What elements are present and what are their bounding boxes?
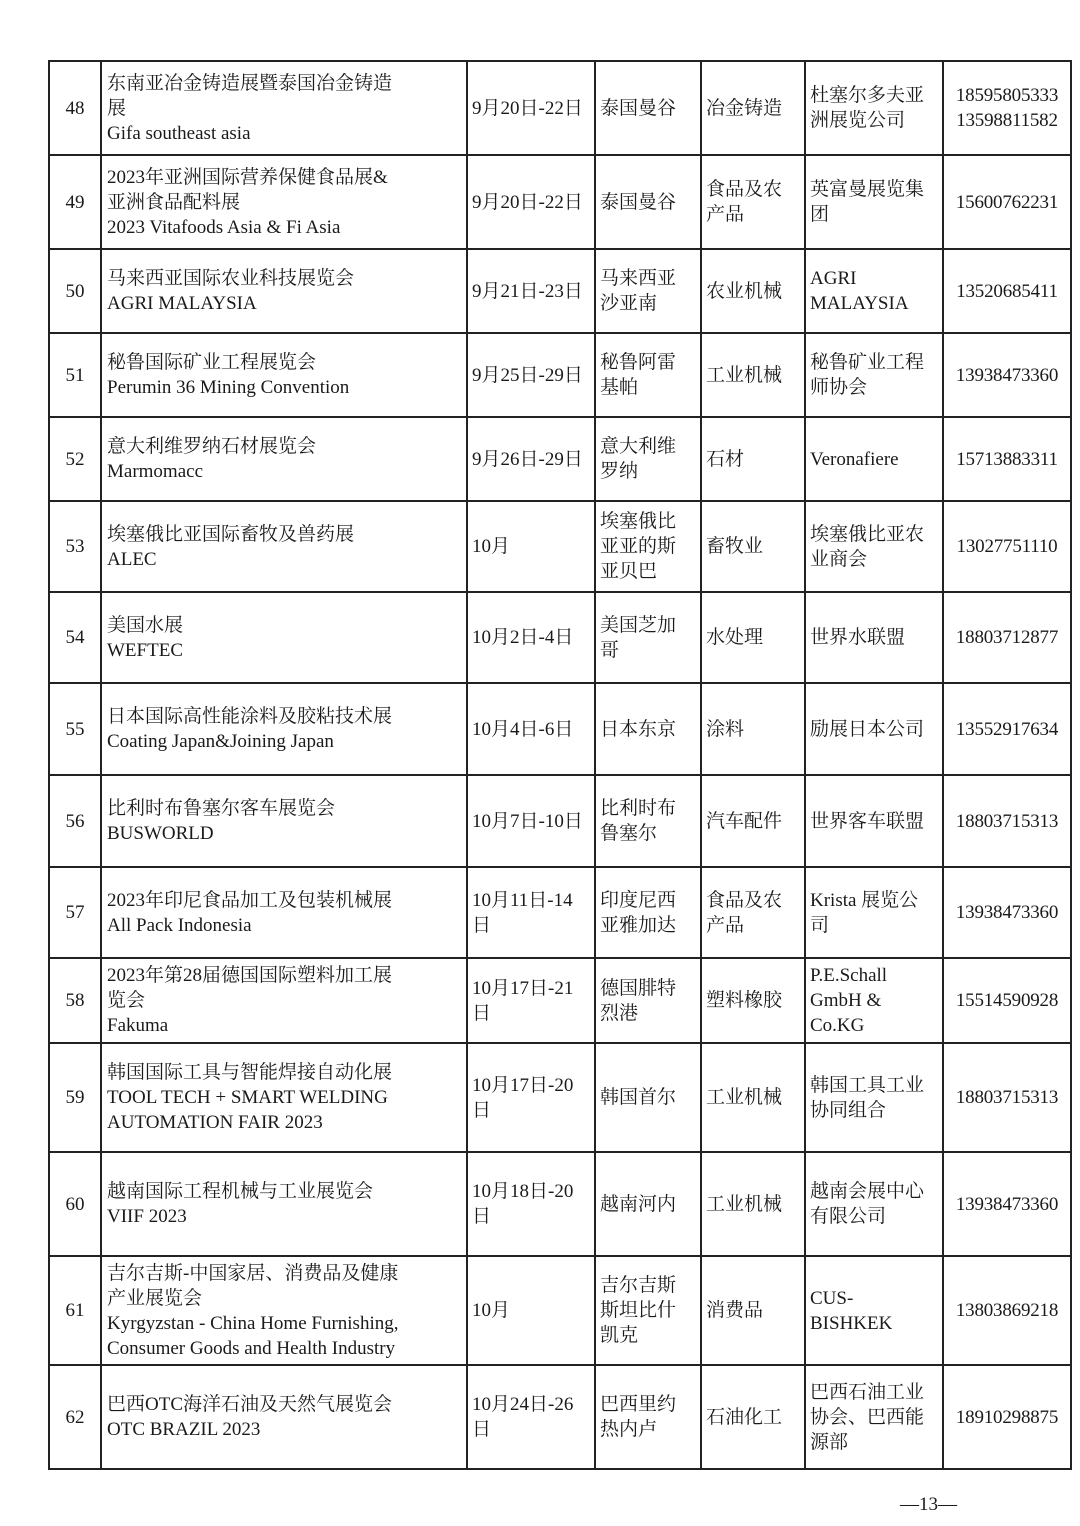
exhibition-location-line: 哥	[600, 639, 620, 661]
exhibition-industry-line: 塑料橡胶	[706, 990, 783, 1011]
contact-phone-cell	[943, 61, 1071, 155]
row-number-cell: 49	[49, 155, 101, 249]
exhibition-name-cell	[101, 1365, 467, 1469]
exhibition-name-line: Fakuma	[107, 1015, 169, 1036]
exhibition-organizer-line: 源部	[810, 1431, 849, 1453]
exhibition-industry-line: 农业机械	[706, 280, 783, 302]
exhibition-organizer-line: 业商会	[810, 548, 868, 570]
exhibition-location-cell	[595, 867, 701, 958]
exhibition-name-line: 越南国际工程机械与工业展览会	[107, 1181, 374, 1202]
exhibition-location-line: 比利时布	[600, 798, 677, 819]
contact-phone-line: 18803715313	[955, 810, 1059, 832]
exhibition-organizer-cell	[805, 1365, 943, 1469]
exhibition-location-line: 罗纳	[600, 461, 639, 482]
exhibition-name-line: 巴西OTC海洋石油及天然气展览会	[107, 1394, 393, 1415]
exhibition-location-line: 德国腓特	[600, 977, 677, 999]
exhibition-organizer-line: 团	[810, 204, 830, 225]
exhibition-organizer-cell	[805, 61, 943, 155]
exhibition-organizer-line: 杜塞尔多夫亚	[810, 85, 925, 106]
exhibition-organizer-line: 秘鲁矿业工程	[810, 352, 925, 373]
exhibition-name-cell	[101, 417, 467, 501]
exhibition-name-line: Coating Japan&Joining Japan	[107, 731, 334, 752]
exhibition-name-line: TOOL TECH + SMART WELDING	[107, 1087, 388, 1108]
row-number-cell: 50	[49, 249, 101, 333]
exhibition-location-line: 亚贝巴	[600, 561, 658, 582]
exhibition-industry-line: 消费品	[706, 1300, 764, 1321]
exhibition-organizer-line: Co.KG	[810, 1015, 865, 1036]
exhibition-industry-line: 工业机械	[706, 1087, 783, 1108]
exhibition-industry-cell	[701, 1152, 805, 1256]
exhibition-industry-line: 涂料	[706, 718, 745, 740]
table-row	[49, 249, 1071, 333]
exhibition-industry-line: 食品及农	[706, 179, 783, 200]
exhibition-industry-cell	[701, 867, 805, 958]
exhibition-date-line: 10月7日-10日	[472, 810, 583, 832]
row-number-cell: 57	[49, 867, 101, 958]
exhibition-name-line: Kyrgyzstan - China Home Furnishing,	[107, 1312, 399, 1334]
exhibition-organizer-cell	[805, 867, 943, 958]
exhibition-date-line: 日	[472, 1206, 492, 1227]
exhibition-organizer-line: 有限公司	[810, 1206, 887, 1227]
row-number-cell: 59	[49, 1043, 101, 1152]
exhibition-name-cell	[101, 867, 467, 958]
exhibition-industry-cell	[701, 1365, 805, 1469]
exhibition-date-line: 9月26日-29日	[472, 448, 583, 470]
exhibition-organizer-line: MALAYSIA	[810, 293, 909, 314]
exhibition-location-line: 泰国曼谷	[600, 191, 677, 213]
exhibition-name-cell	[101, 683, 467, 775]
exhibition-name-cell	[101, 592, 467, 683]
exhibition-name-cell	[101, 1256, 467, 1365]
exhibition-organizer-line: BISHKEK	[810, 1312, 893, 1334]
exhibition-date-line: 日	[472, 1419, 492, 1440]
exhibition-name-line: 展	[107, 97, 127, 119]
exhibition-date-cell	[467, 1152, 595, 1256]
exhibition-name-cell	[101, 61, 467, 155]
exhibition-name-cell	[101, 249, 467, 333]
exhibition-location-cell	[595, 1256, 701, 1365]
contact-phone-line: 18803712877	[955, 627, 1059, 648]
exhibition-organizer-line: CUS-	[810, 1287, 854, 1309]
exhibition-industry-line: 水处理	[706, 627, 764, 648]
exhibition-name-line: VIIF 2023	[107, 1206, 187, 1227]
exhibition-organizer-line: 巴西石油工业	[810, 1381, 925, 1403]
exhibition-organizer-cell	[805, 417, 943, 501]
exhibition-industry-cell	[701, 61, 805, 155]
exhibition-location-line: 马来西亚	[600, 268, 677, 289]
exhibition-name-line: 产业展览会	[107, 1287, 203, 1309]
contact-phone-line: 15713883311	[956, 448, 1058, 470]
contact-phone-line: 15514590928	[955, 990, 1059, 1011]
exhibition-location-line: 埃塞俄比	[600, 511, 677, 532]
exhibition-date-cell	[467, 155, 595, 249]
exhibition-organizer-cell	[805, 592, 943, 683]
contact-phone-line: 13938473360	[955, 902, 1059, 923]
exhibition-name-line: Perumin 36 Mining Convention	[107, 377, 350, 398]
exhibition-name-cell	[101, 333, 467, 417]
exhibition-name-line: AUTOMATION FAIR 2023	[107, 1112, 323, 1133]
contact-phone-cell	[943, 333, 1071, 417]
row-number-cell: 54	[49, 592, 101, 683]
table-row	[49, 61, 1071, 155]
contact-phone-cell	[943, 1152, 1071, 1256]
exhibition-name-line: 2023年印尼食品加工及包装机械展	[107, 889, 393, 911]
exhibition-name-line: 吉尔吉斯-中国家居、消费品及健康	[107, 1262, 399, 1284]
row-number-cell: 61	[49, 1256, 101, 1365]
exhibition-organizer-cell	[805, 958, 943, 1043]
exhibition-name-line: AGRI MALAYSIA	[107, 293, 257, 314]
exhibition-organizer-line: 世界客车联盟	[810, 810, 925, 832]
exhibition-name-line: 日本国际高性能涂料及胶粘技术展	[107, 706, 393, 727]
exhibition-organizer-line: 司	[810, 914, 830, 936]
table-row	[49, 592, 1071, 683]
exhibition-industry-line: 食品及农	[706, 889, 783, 911]
table-row	[49, 775, 1071, 867]
row-number-cell: 60	[49, 1152, 101, 1256]
exhibition-industry-line: 冶金铸造	[706, 97, 783, 119]
contact-phone-line: 18803715313	[955, 1087, 1059, 1108]
exhibition-name-line: 韩国国际工具与智能焊接自动化展	[107, 1062, 393, 1083]
contact-phone-cell	[943, 1043, 1071, 1152]
exhibition-industry-line: 工业机械	[706, 1193, 783, 1215]
exhibition-location-cell	[595, 501, 701, 592]
exhibition-name-line: 比利时布鲁塞尔客车展览会	[107, 798, 336, 819]
exhibition-location-line: 斯坦比什	[600, 1300, 677, 1321]
exhibition-location-cell	[595, 1365, 701, 1469]
exhibition-location-line: 印度尼西	[600, 889, 677, 911]
exhibition-name-line: 意大利维罗纳石材展览会	[107, 436, 317, 457]
exhibition-name-line: Consumer Goods and Health Industry	[107, 1337, 396, 1359]
exhibition-date-line: 10月	[472, 1300, 511, 1321]
exhibition-name-line: 马来西亚国际农业科技展览会	[107, 268, 355, 289]
exhibition-name-line: 亚洲食品配料展	[107, 191, 241, 213]
exhibition-date-line: 10月17日-21	[472, 977, 574, 999]
exhibition-location-cell	[595, 592, 701, 683]
exhibition-location-line: 秘鲁阿雷	[600, 352, 677, 373]
exhibition-date-line: 9月20日-22日	[472, 191, 583, 213]
contact-phone-cell	[943, 1365, 1071, 1469]
exhibition-location-cell	[595, 1043, 701, 1152]
table-row	[49, 1152, 1071, 1256]
exhibition-industry-cell	[701, 417, 805, 501]
contact-phone-cell	[943, 592, 1071, 683]
exhibition-location-line: 泰国曼谷	[600, 97, 677, 119]
table-row	[49, 417, 1071, 501]
exhibition-date-line: 10月11日-14	[472, 889, 573, 911]
contact-phone-cell	[943, 155, 1071, 249]
exhibition-organizer-cell	[805, 1043, 943, 1152]
exhibition-organizer-cell	[805, 501, 943, 592]
contact-phone-line: 13938473360	[955, 364, 1059, 386]
exhibition-industry-line: 石材	[706, 448, 745, 470]
table-row	[49, 1256, 1071, 1365]
exhibition-date-cell	[467, 1365, 595, 1469]
exhibition-organizer-cell	[805, 333, 943, 417]
exhibition-industry-cell	[701, 155, 805, 249]
exhibition-name-line: All Pack Indonesia	[107, 914, 252, 936]
exhibition-location-cell	[595, 61, 701, 155]
exhibition-location-line: 日本东京	[600, 718, 677, 740]
contact-phone-line: 18595805333	[955, 85, 1059, 106]
exhibition-organizer-line: Krista 展览公	[810, 889, 919, 911]
exhibition-location-cell	[595, 249, 701, 333]
exhibition-location-cell	[595, 775, 701, 867]
exhibition-date-cell	[467, 775, 595, 867]
exhibition-organizer-line: 韩国工具工业	[810, 1074, 925, 1096]
exhibition-industry-cell	[701, 1043, 805, 1152]
exhibition-name-line: ALEC	[107, 548, 157, 570]
contact-phone-line: 13598811582	[956, 110, 1058, 131]
contact-phone-cell	[943, 958, 1071, 1043]
exhibition-date-cell	[467, 592, 595, 683]
exhibition-name-line: 美国水展	[107, 614, 184, 636]
exhibition-location-line: 亚雅加达	[600, 914, 677, 936]
row-number-cell: 55	[49, 683, 101, 775]
exhibition-location-cell	[595, 333, 701, 417]
exhibition-industry-line: 汽车配件	[706, 810, 783, 832]
exhibition-organizer-line: 越南会展中心	[810, 1181, 925, 1202]
exhibition-location-line: 巴西里约	[600, 1394, 677, 1415]
contact-phone-cell	[943, 1256, 1071, 1365]
exhibition-location-line: 越南河内	[600, 1193, 677, 1215]
exhibition-date-cell	[467, 683, 595, 775]
exhibition-date-cell	[467, 1256, 595, 1365]
exhibition-date-line: 9月20日-22日	[472, 97, 583, 119]
exhibition-name-line: 2023年亚洲国际营养保健食品展&	[107, 166, 388, 188]
exhibition-name-line: Gifa southeast asia	[107, 122, 251, 144]
exhibition-organizer-cell	[805, 1152, 943, 1256]
row-number-cell: 62	[49, 1365, 101, 1469]
exhibition-date-line: 10月2日-4日	[472, 627, 574, 648]
exhibition-organizer-line: AGRI	[810, 268, 857, 289]
exhibition-organizer-line: Veronafiere	[810, 448, 899, 470]
exhibition-industry-cell	[701, 592, 805, 683]
exhibition-date-cell	[467, 61, 595, 155]
exhibition-organizer-line: 世界水联盟	[810, 627, 906, 648]
exhibition-organizer-line: 协同组合	[810, 1099, 887, 1121]
exhibition-industry-line: 畜牧业	[706, 536, 764, 557]
contact-phone-line: 13027751110	[956, 536, 1058, 557]
exhibition-location-line: 意大利维	[600, 436, 677, 457]
exhibition-organizer-cell	[805, 249, 943, 333]
exhibition-date-line: 日	[472, 914, 492, 936]
exhibition-name-line: 2023 Vitafoods Asia & Fi Asia	[107, 216, 341, 238]
exhibition-industry-cell	[701, 775, 805, 867]
exhibition-location-line: 热内卢	[600, 1419, 658, 1440]
contact-phone-cell	[943, 417, 1071, 501]
row-number-cell: 48	[49, 61, 101, 155]
exhibition-name-line: OTC BRAZIL 2023	[107, 1419, 261, 1440]
exhibition-name-cell	[101, 1152, 467, 1256]
exhibition-location-cell	[595, 683, 701, 775]
exhibition-organizer-line: 埃塞俄比亚农	[810, 523, 925, 545]
exhibition-name-line: 览会	[107, 990, 146, 1011]
exhibition-location-line: 亚亚的斯	[600, 536, 677, 557]
exhibition-name-line: 东南亚冶金铸造展暨泰国冶金铸造	[107, 72, 393, 94]
exhibition-date-cell	[467, 1043, 595, 1152]
exhibition-organizer-line: 协会、巴西能	[810, 1406, 925, 1428]
exhibition-organizer-cell	[805, 775, 943, 867]
exhibition-organizer-cell	[805, 155, 943, 249]
row-number-cell: 51	[49, 333, 101, 417]
exhibition-date-line: 10月17日-20	[472, 1074, 574, 1096]
contact-phone-line: 18910298875	[955, 1406, 1059, 1428]
table-row	[49, 867, 1071, 958]
contact-phone-line: 13552917634	[955, 718, 1059, 740]
contact-phone-cell	[943, 249, 1071, 333]
exhibition-location-line: 沙亚南	[600, 293, 658, 314]
exhibition-date-cell	[467, 333, 595, 417]
contact-phone-line: 13803869218	[955, 1300, 1059, 1321]
exhibition-date-line: 9月21日-23日	[472, 280, 583, 302]
exhibition-organizer-line: GmbH &	[810, 990, 882, 1011]
exhibition-name-cell	[101, 958, 467, 1043]
exhibition-industry-line: 工业机械	[706, 364, 783, 386]
exhibition-location-line: 烈港	[600, 1002, 639, 1024]
exhibition-name-cell	[101, 501, 467, 592]
exhibition-location-line: 基帕	[600, 377, 639, 398]
exhibition-industry-cell	[701, 683, 805, 775]
exhibition-location-line: 韩国首尔	[600, 1087, 677, 1108]
exhibition-name-line: 埃塞俄比亚国际畜牧及兽药展	[107, 523, 355, 545]
table-row	[49, 1365, 1071, 1469]
exhibition-industry-cell	[701, 501, 805, 592]
exhibition-date-cell	[467, 501, 595, 592]
exhibition-organizer-line: 洲展览公司	[810, 110, 906, 131]
contact-phone-line: 15600762231	[955, 191, 1059, 213]
table-row	[49, 958, 1071, 1043]
exhibition-name-cell	[101, 775, 467, 867]
contact-phone-cell	[943, 867, 1071, 958]
contact-phone-cell	[943, 501, 1071, 592]
exhibition-industry-line: 产品	[706, 914, 745, 936]
row-number-cell: 56	[49, 775, 101, 867]
exhibition-name-line: Marmomacc	[107, 461, 204, 482]
exhibition-date-cell	[467, 417, 595, 501]
exhibition-organizer-cell	[805, 683, 943, 775]
exhibition-location-cell	[595, 1152, 701, 1256]
table-row	[49, 333, 1071, 417]
exhibition-location-line: 凯克	[600, 1325, 639, 1346]
exhibition-date-cell	[467, 249, 595, 333]
exhibition-location-line: 美国芝加	[600, 614, 677, 636]
exhibition-name-cell	[101, 155, 467, 249]
exhibition-name-line: 2023年第28届德国国际塑料加工展	[107, 965, 393, 986]
exhibition-date-cell	[467, 867, 595, 958]
exhibition-name-line: BUSWORLD	[107, 823, 214, 844]
exhibition-table	[48, 60, 1072, 1470]
exhibition-location-cell	[595, 417, 701, 501]
exhibition-industry-cell	[701, 249, 805, 333]
table-row	[49, 1043, 1071, 1152]
exhibition-name-line: WEFTEC	[107, 639, 183, 661]
exhibition-date-line: 9月25日-29日	[472, 364, 583, 386]
exhibition-date-line: 10月24日-26	[472, 1394, 574, 1415]
contact-phone-line: 13520685411	[956, 280, 1058, 302]
contact-phone-cell	[943, 683, 1071, 775]
exhibition-industry-line: 产品	[706, 204, 745, 225]
exhibition-industry-cell	[701, 1256, 805, 1365]
exhibition-table-body	[49, 61, 1071, 1469]
exhibition-date-line: 日	[472, 1099, 492, 1121]
exhibition-date-cell	[467, 958, 595, 1043]
exhibition-location-cell	[595, 958, 701, 1043]
exhibition-industry-cell	[701, 333, 805, 417]
exhibition-industry-cell	[701, 958, 805, 1043]
row-number-cell: 52	[49, 417, 101, 501]
contact-phone-line: 13938473360	[955, 1193, 1059, 1215]
exhibition-location-cell	[595, 155, 701, 249]
exhibition-date-line: 日	[472, 1002, 492, 1024]
exhibition-industry-line: 石油化工	[706, 1406, 783, 1428]
exhibition-organizer-line: P.E.Schall	[810, 965, 888, 986]
exhibition-organizer-line: 励展日本公司	[810, 718, 925, 740]
exhibition-organizer-line: 师协会	[810, 377, 868, 398]
exhibition-date-line: 10月	[472, 536, 511, 557]
table-row	[49, 501, 1071, 592]
exhibition-organizer-line: 英富曼展览集	[810, 179, 925, 200]
exhibition-date-line: 10月4日-6日	[472, 718, 574, 740]
exhibition-name-line: 秘鲁国际矿业工程展览会	[107, 352, 317, 373]
row-number-cell: 58	[49, 958, 101, 1043]
table-row	[49, 683, 1071, 775]
exhibition-location-line: 吉尔吉斯	[600, 1275, 677, 1296]
page-number: —13—	[900, 1494, 957, 1515]
exhibition-organizer-cell	[805, 1256, 943, 1365]
exhibition-location-line: 鲁塞尔	[600, 823, 658, 844]
row-number-cell: 53	[49, 501, 101, 592]
exhibition-date-line: 10月18日-20	[472, 1181, 574, 1202]
exhibition-name-cell	[101, 1043, 467, 1152]
contact-phone-cell	[943, 775, 1071, 867]
table-row	[49, 155, 1071, 249]
